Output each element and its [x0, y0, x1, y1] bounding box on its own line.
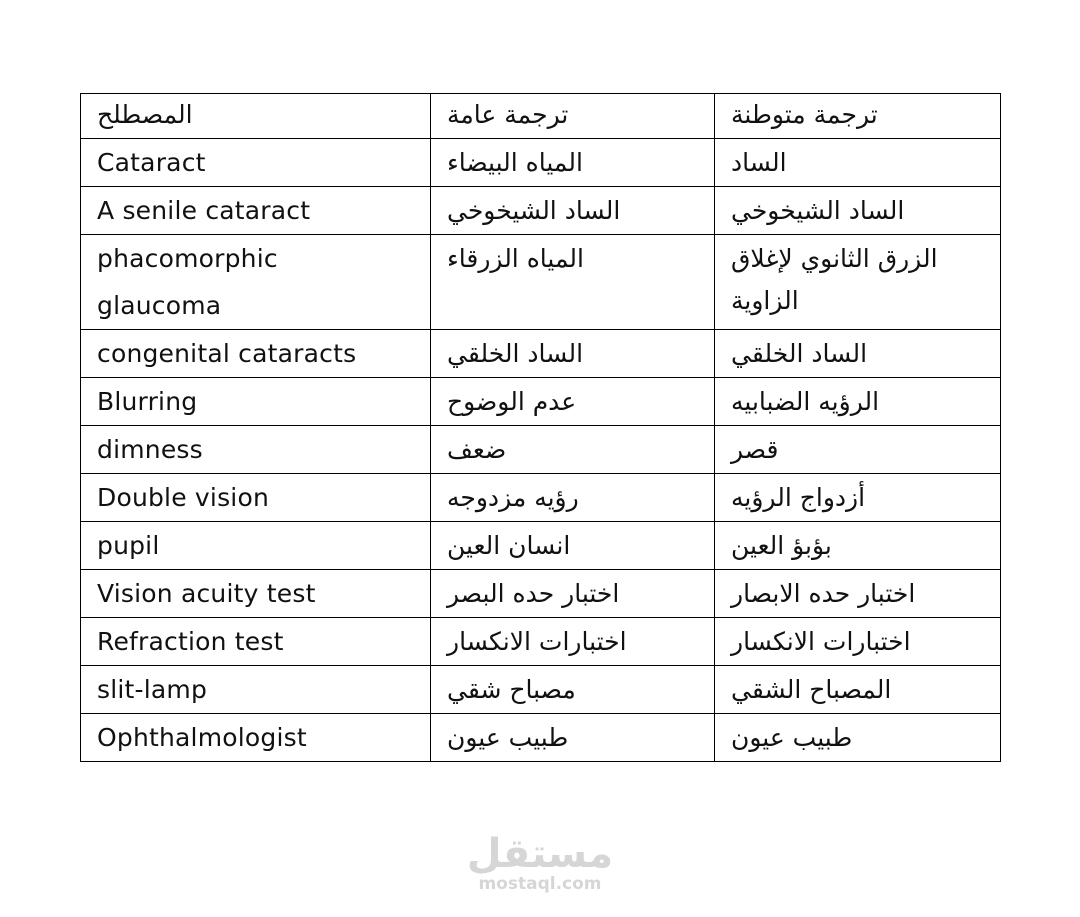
term-cell: slit-lamp [81, 666, 431, 714]
general-translation-cell: الساد الشيخوخي [431, 187, 715, 235]
intermediate-translation-cell: المصباح الشقي [715, 666, 1001, 714]
intermediate-translation-cell: الساد [715, 139, 1001, 187]
intermediate-translation-cell: الساد الخلقي [715, 330, 1001, 378]
term-cell: Blurring [81, 378, 431, 426]
intermediate-translation-cell: اختبار حده الابصار [715, 570, 1001, 618]
general-translation-cell: ضعف [431, 426, 715, 474]
intermediate-translation-cell: بؤبؤ العين [715, 522, 1001, 570]
watermark-site: mostaql.com [478, 874, 602, 894]
table-row [81, 666, 1001, 714]
table-row [81, 522, 1001, 570]
intermediate-translation-cell: قصر [715, 426, 1001, 474]
term-cell: A senile cataract [81, 187, 431, 235]
table-row [81, 426, 1001, 474]
general-translation-cell: مصباح شقي [431, 666, 715, 714]
term-cell [81, 235, 431, 330]
term-cell: Cataract [81, 139, 431, 187]
translation-line: الزرق الثانوي لإغلاق [731, 244, 938, 273]
table-row [81, 474, 1001, 522]
watermark-logo: مستقل [466, 831, 614, 877]
general-translation-cell: انسان العين [431, 522, 715, 570]
mostaql-watermark [0, 832, 1080, 894]
glossary-table [80, 93, 1001, 762]
intermediate-translation-cell [715, 235, 1001, 330]
table-row [81, 330, 1001, 378]
intermediate-translation-cell: أزدواج الرؤيه [715, 474, 1001, 522]
term-cell: Double vision [81, 474, 431, 522]
term-cell: Ophthalmologist [81, 714, 431, 762]
general-translation-cell: طبيب عيون [431, 714, 715, 762]
table-row [81, 187, 1001, 235]
term-line: phacomorphic [97, 244, 278, 273]
table-row [81, 139, 1001, 187]
table-row [81, 618, 1001, 666]
general-translation-cell: الساد الخلقي [431, 330, 715, 378]
table-row [81, 570, 1001, 618]
general-translation-cell: اختبار حده البصر [431, 570, 715, 618]
intermediate-translation-cell: اختبارات الانكسار [715, 618, 1001, 666]
translation-line: الزاوية [731, 286, 799, 315]
term-cell: Refraction test [81, 618, 431, 666]
intermediate-translation-cell: الرؤيه الضبابيه [715, 378, 1001, 426]
intermediate-translation-cell: الساد الشيخوخي [715, 187, 1001, 235]
table-row [81, 235, 1001, 330]
general-translation-cell: اختبارات الانكسار [431, 618, 715, 666]
table-row [81, 378, 1001, 426]
term-line: glaucoma [97, 291, 222, 320]
term-cell: dimness [81, 426, 431, 474]
general-translation-cell: المياه الزرقاء [431, 235, 715, 330]
term-cell: congenital cataracts [81, 330, 431, 378]
table-row [81, 714, 1001, 762]
general-translation-cell: عدم الوضوح [431, 378, 715, 426]
general-translation-cell: المياه البيضاء [431, 139, 715, 187]
header-general-translation: ترجمة عامة [431, 94, 715, 139]
header-term: المصطلح [81, 94, 431, 139]
table-header-row [81, 94, 1001, 139]
term-cell: Vision acuity test [81, 570, 431, 618]
term-cell: pupil [81, 522, 431, 570]
intermediate-translation-cell: طبيب عيون [715, 714, 1001, 762]
general-translation-cell: رؤيه مزدوجه [431, 474, 715, 522]
header-intermediate-translation: ترجمة متوطنة [715, 94, 1001, 139]
